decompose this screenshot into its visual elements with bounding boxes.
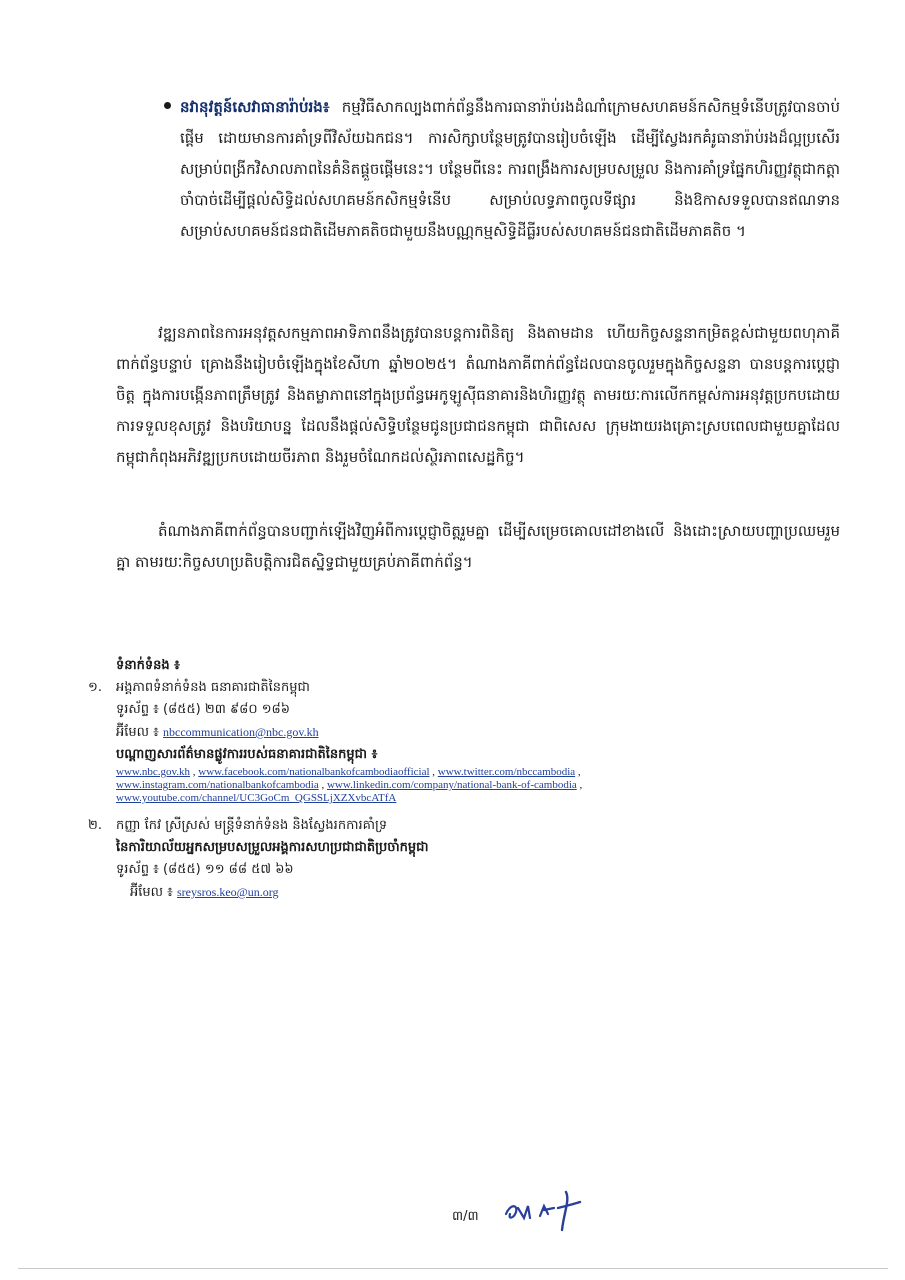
link-nbc-website[interactable]: www.nbc.gov.kh [116,766,191,778]
link-twitter[interactable]: www.twitter.com/nbccambodia [437,766,576,778]
bullet-paragraph [180,92,840,247]
contact-2-email-label: អ៊ីមែល ៖ [130,885,177,900]
link-facebook[interactable]: www.facebook.com/nationalbankofcambodiaofficial [198,766,430,778]
paragraph-commitment: តំណាងភាគីពាក់ព័ន្ធបានបញ្ជាក់ឡើងវិញអំពីការប្តេជ្ញាចិត្តរួមគ្នា ដើម្បីសម្រេចគោលដៅខាងលើ និងដោះស្រាយបញ្ហាប្រឈមរួមគ្នា តាមរយៈកិច្ចសហប្រតិបត្តិការជិតស្និទ្ធជាមួយគ្រប់ភាគីពាក់ព័ន្ធ។ [116,522,840,571]
contact-2-org: នៃការិយាល័យអ្នកសម្របសម្រួលអង្គការសហប្រជាជាតិប្រចាំកម្ពុជា [116,840,429,855]
bullet-text: កម្មវិធីសាកល្បងពាក់ព័ន្ធនឹងការធានារ៉ាប់រងដំណាំក្រោមសហគមន៍កសិកម្មទំនើបត្រូវបានចាប់ផ្តើម ដោយមានការគាំទ្រពីវិស័យឯកជន។ ការសិក្សាបន្ថែមត្រូវបានរៀបចំឡើង ដើម្បីស្វែងរកគំរូធានារ៉ាប់រងដ៏ល្អប្រសើរសម្រាប់ពង្រីកវិសាលភាពនៃគំនិតផ្តួចផ្តើមនេះ។ បន្ថែមពីនេះ ការពង្រឹងការសម្របសម្រួល និងការគាំទ្រផ្នែកហិរញ្ញវត្ថុជាកត្តាចាំបាច់ដើម្បីផ្តល់សិទ្ធិដល់សហគមន៍កសិកម្មទំនើប សម្រាប់លទ្ធភាពចូលទីផ្សារ និងឱកាសទទួលបានឥណទានសម្រាប់សហគមន៍ជនជាតិដើមភាគតិចជាមួយនឹងបណ្ណកម្មសិទ្ធិដីធ្លីរបស់សហគមន៍ជនជាតិដើមភាគតិច ។ [180,98,840,240]
contacts-section [88,655,808,904]
contact-2-number: ២. [88,818,102,833]
page-number: ៣/៣ [452,1209,479,1224]
contact-2-email-link[interactable]: sreysros.keo@un.org [177,885,279,899]
contact-1-email-link[interactable]: nbccommunication@nbc.gov.kh [163,725,319,739]
contact-2-name: កញ្ញា កែវ ស្រីស្រស់ មន្ត្រីទំនាក់ទំនង និងស្វែងរកការគាំទ្រ [116,818,388,833]
bullet-lead: នវានុវត្តន៍សេវាធានារ៉ាប់រង៖ [180,98,330,116]
link-linkedin[interactable]: www.linkedin.com/company/national-bank-of-cambodia [326,779,577,791]
contact-2 [88,815,808,837]
contact-1-org: អង្គភាពទំនាក់ទំនង ធនាគារជាតិនៃកម្ពុជា [116,680,310,695]
contact-1-phone: ទូរស័ព្ទ ៖ (៨៥៥) ២៣ ៩៨០ ១៨៦ [116,702,290,717]
contact-1-email-row [116,721,808,744]
initials-signature [500,1186,590,1234]
contact-1-email-label: អ៊ីមែល ៖ [116,725,163,740]
social-heading: បណ្តាញសារព័ត៌មានផ្លូវការរបស់ធនាគារជាតិនៃកម្ពុជា ៖ [116,747,378,762]
contacts-heading: ទំនាក់ទំនង ៖ [116,658,180,673]
page-bottom-edge [18,1268,888,1269]
bullet-marker [164,102,171,109]
contact-1 [88,677,808,699]
contact-2-phone: ទូរស័ព្ទ ៖ (៨៥៥) ១១ ៨៨ ៥៧ ៦៦ [116,862,294,877]
paragraph-progress: វឌ្ឍនភាពនៃការអនុវត្តសកម្មភាពអាទិភាពនឹងត្រូវបានបន្តការពិនិត្យ និងតាមដាន ហើយកិច្ចសន្ទនាកម្រិតខ្ពស់ជាមួយពហុភាគីពាក់ព័ន្ធបន្ទាប់ គ្រោងនឹងរៀបចំឡើងក្នុងខែសីហា ឆ្នាំ២០២៥។ តំណាងភាគីពាក់ព័ន្ធដែលបានចូលរួមក្នុងកិច្ចសន្ទនា បានបន្តការប្តេជ្ញាចិត្ត ក្នុងការបង្កើនភាពត្រឹមត្រូវ និងតម្លាភាពនៅក្នុងប្រព័ន្ធអេកូឡូស៊ីធនាគារនិងហិរញ្ញវត្ថុ តាមរយៈការលើកកម្ពស់ការអនុវត្តប្រកបដោយការទទួលខុសត្រូវ និងបរិយាបន្ន ដែលនឹងផ្តល់សិទ្ធិបន្ថែមជូនប្រជាជនកម្ពុជា ជាពិសេស ក្រុមងាយរងគ្រោះស្របពេលជាមួយគ្នាដែលកម្ពុជាកំពុងអភិវឌ្ឍប្រកបដោយចីរភាព និងរួមចំណែកដល់ស្ថិរភាពសេដ្ឋកិច្ច។ [116,324,840,466]
contact-2-email-row [130,881,808,904]
bullet-section [180,92,840,247]
link-instagram[interactable]: www.instagram.com/nationalbankofcambodia [116,779,319,791]
contact-1-number: ១. [88,680,102,695]
link-youtube[interactable]: www.youtube.com/channel/UC3GoCm_QGSSLjXZXvbcATfA [116,792,397,804]
social-links: www.nbc.gov.kh , www.facebook.com/nationalbankofcambodiaofficial , www.twitter.com/nbccambodia , www.instagram.com/nationalbankofcambodia , www.linkedin.com/company/national-bank-of-cambodia , www.youtube.com/channel/UC3GoCm_QGSSLjXZXvbcATfA [116,766,583,804]
